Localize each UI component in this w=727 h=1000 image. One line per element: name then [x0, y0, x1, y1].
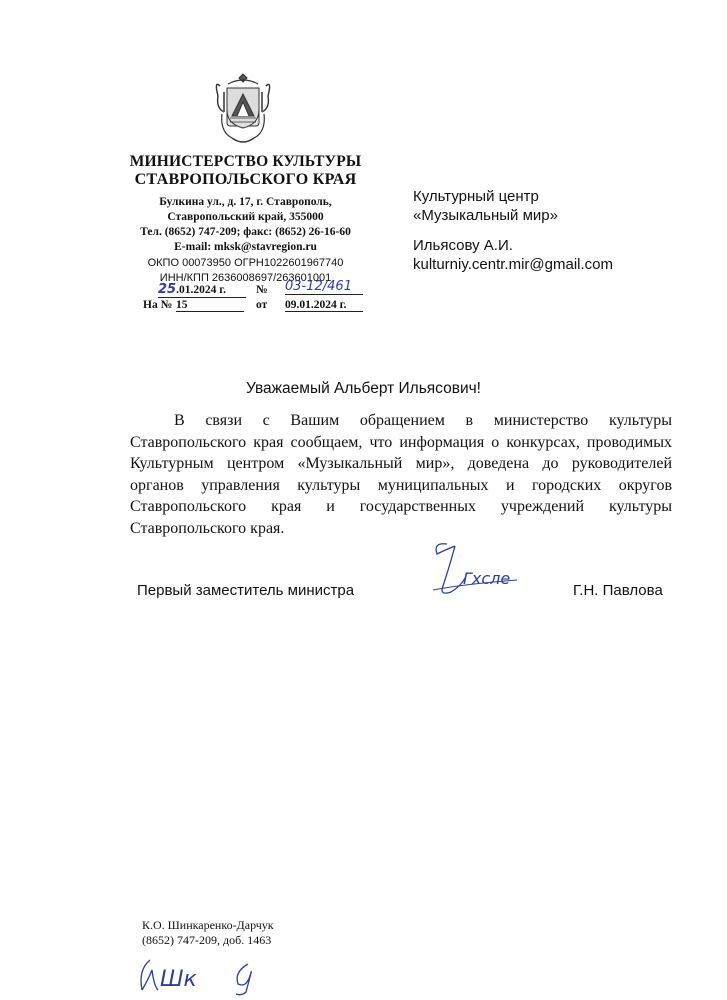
executor-name: К.О. Шинкаренко-Дарчук [142, 918, 274, 932]
org-name-line2: СТАВРОПОЛЬСКОГО КРАЯ [134, 171, 357, 188]
letter-number [285, 279, 363, 295]
ref-date: 09.01.2024 г. [285, 299, 363, 312]
number-label: № [256, 284, 268, 296]
org-phone: Тел. (8652) 747-209; факс: (8652) 26-16-60 [140, 226, 351, 238]
initials-text: Шк [160, 967, 197, 992]
letter-body: В связи с Вашим обращением в министерство культуры Ставропольского края сообщаем, что информация о конкурсах, проводимых Культурным центром «Музыкальный мир», доведена до руководителей органов управления культуры муниципальных и городских округов Ставропольского края и государственных учреждений культуры Ставропольского края. [130, 412, 672, 537]
recipient-org-line1: Культурный центр [413, 188, 539, 205]
handwritten-initials [130, 950, 280, 998]
recipient-org-line2: «Музыкальный мир» [413, 207, 558, 224]
ref-number-wrap [176, 299, 244, 312]
coat-of-arms-icon [212, 72, 274, 150]
signer-position: Первый заместитель министра [137, 582, 355, 599]
ref-label: На № [143, 299, 173, 311]
org-address-line1: Булкина ул., д. 17, г. Ставрополь, [159, 196, 332, 208]
number-handwritten: 03-12/461 [285, 279, 363, 295]
ref-date-wrap [285, 299, 363, 312]
executor-phone: (8652) 747-209, доб. 1463 [142, 933, 272, 947]
recipient-person: Ильясову А.И. [413, 237, 513, 254]
ref-number: 15 [176, 299, 244, 312]
from-label: от [256, 299, 268, 311]
date-handwritten: 25 [158, 282, 177, 297]
date-printed: .01.2024 г. [176, 284, 227, 296]
signer-name: Г.Н. Павлова [573, 582, 663, 599]
org-email: E-mail: mksk@stavregion.ru [174, 241, 317, 253]
org-name-line1: МИНИСТЕРСТВО КУЛЬТУРЫ [129, 153, 362, 170]
org-address-line2: Ставропольский край, 355000 [167, 211, 324, 223]
greeting: Уважаемый Альберт Ильясович! [246, 380, 481, 397]
org-inn: ИНН/КПП 2636008697/263601001 [159, 272, 332, 284]
recipient-email: kulturniy.centr.mir@gmail.com [413, 256, 613, 273]
org-okpo: ОКПО 00073950 ОГРН1022601967740 [147, 257, 344, 269]
handwritten-signature [425, 538, 525, 602]
letter-date [158, 282, 246, 298]
signature-text: Гхсле [463, 569, 511, 588]
